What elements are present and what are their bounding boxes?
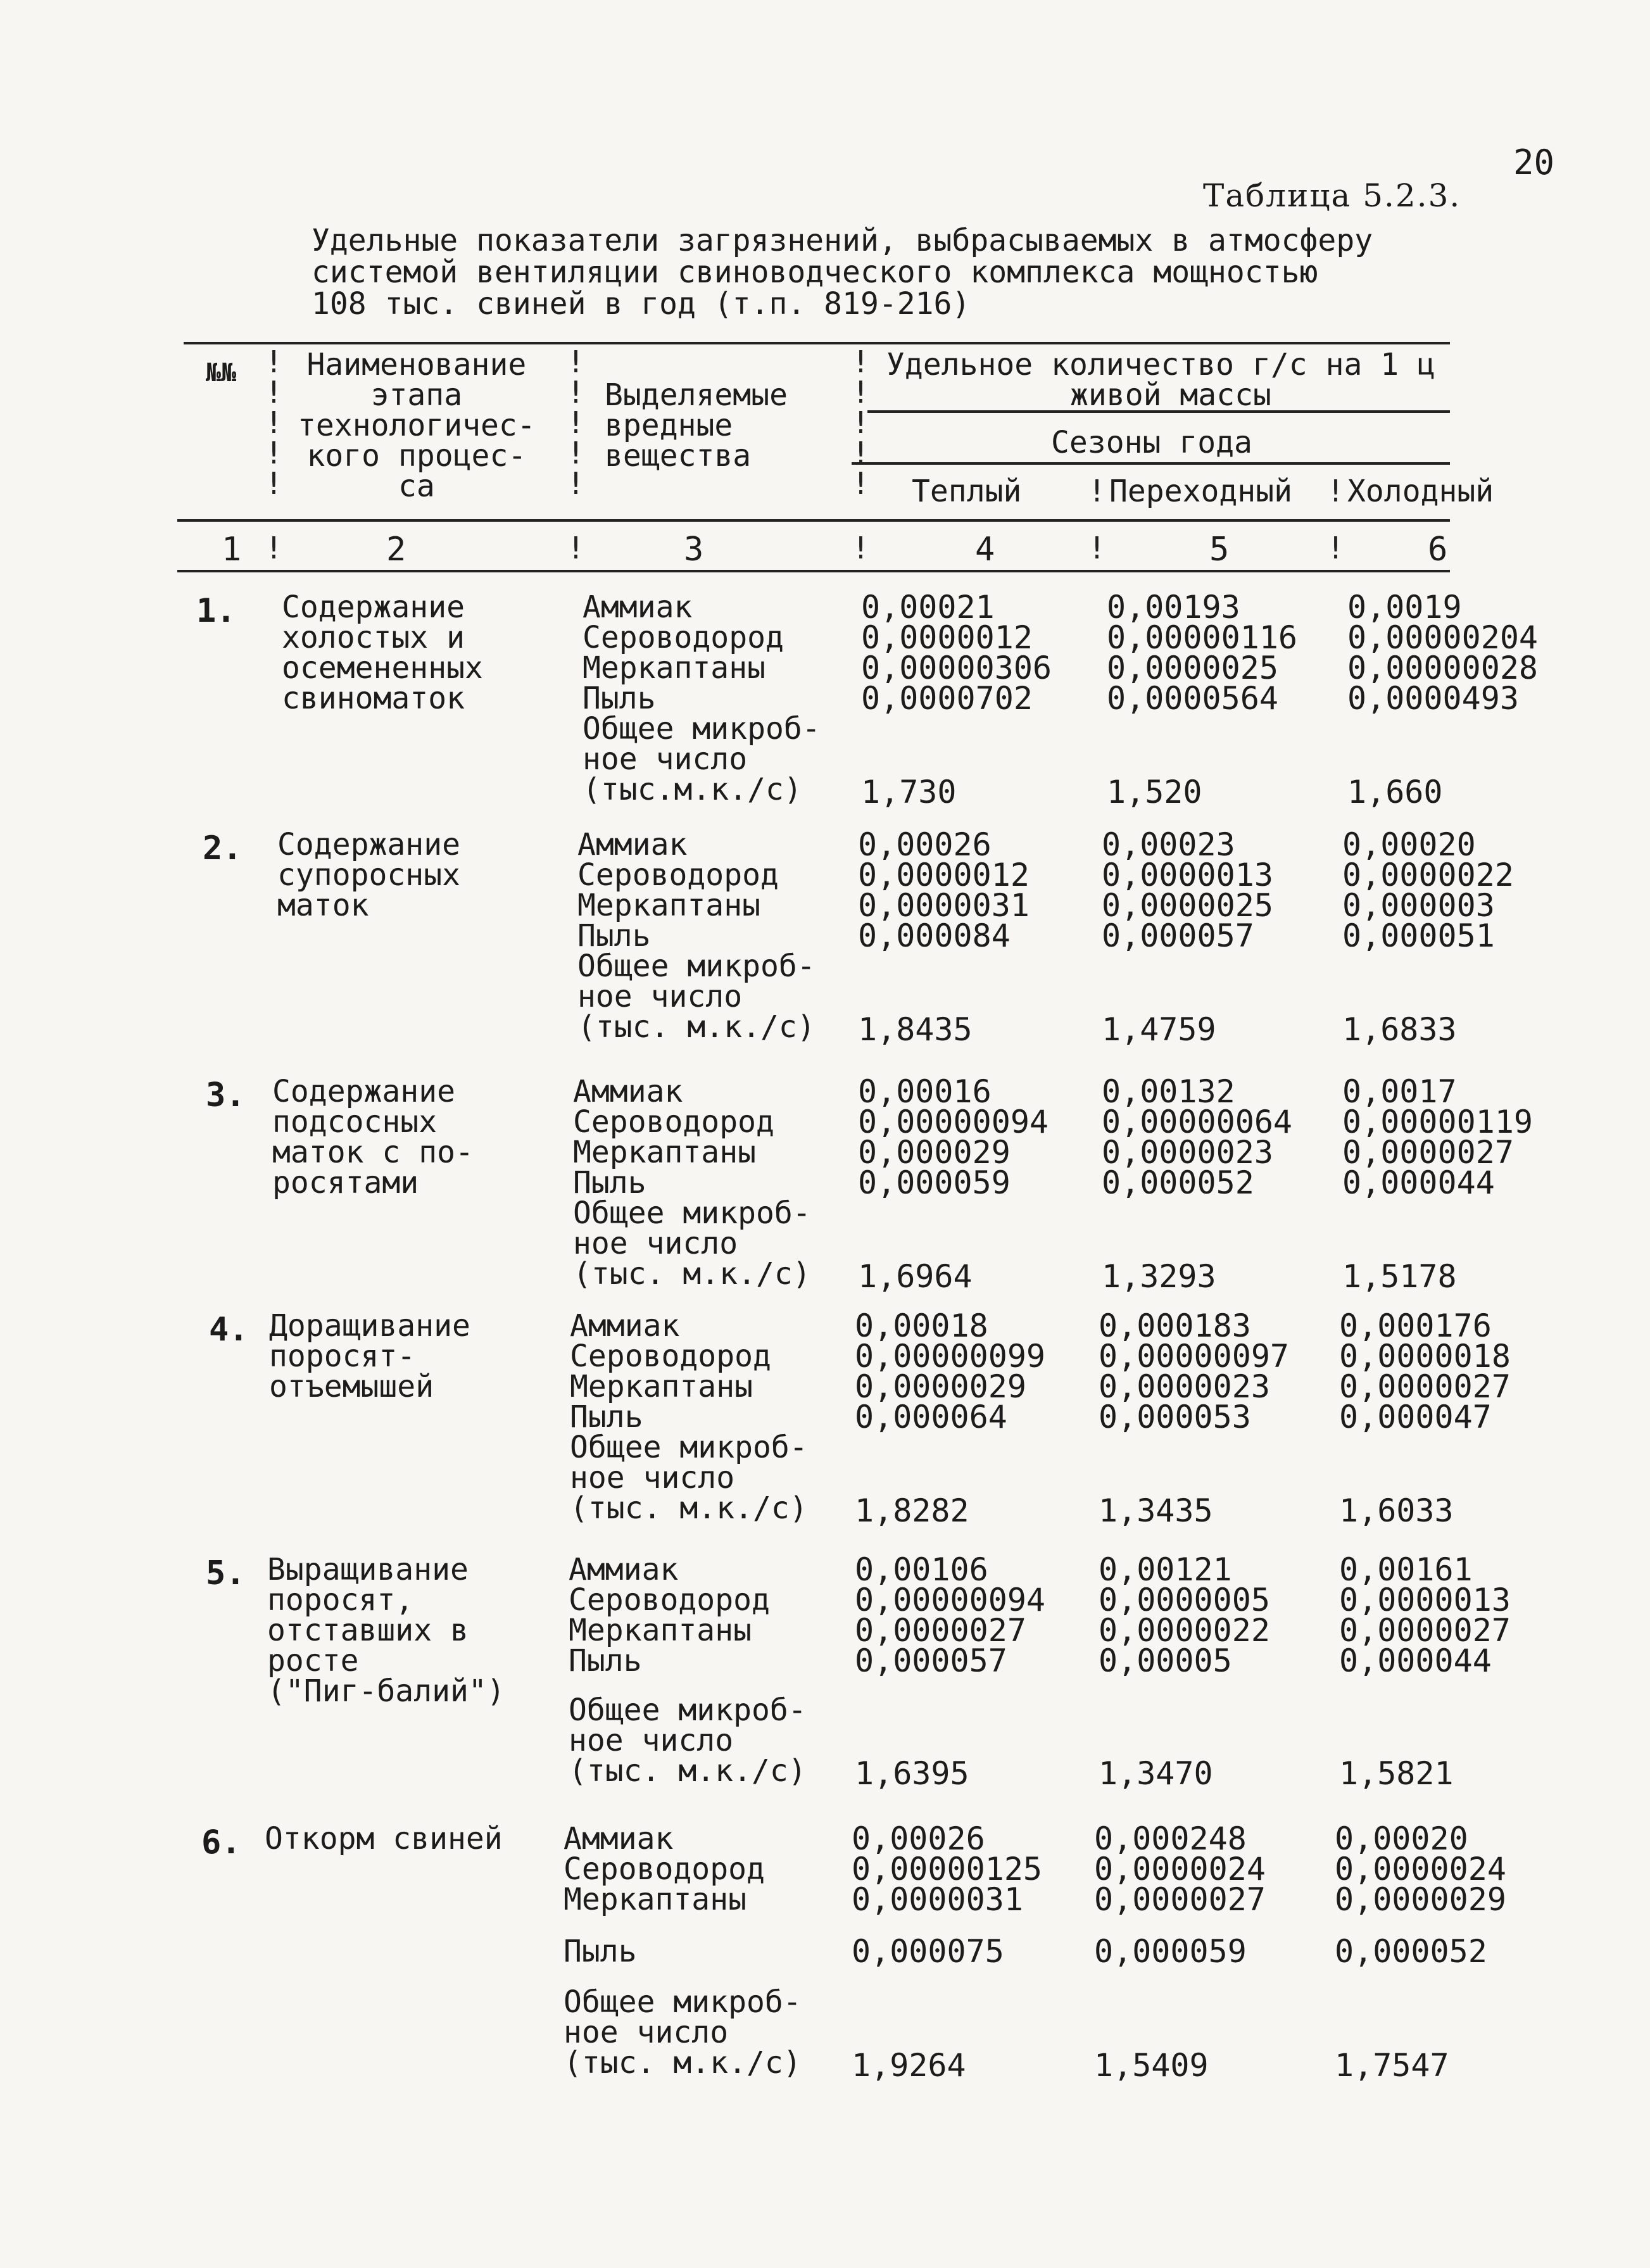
value-warm: 0,0000012 (861, 619, 1033, 656)
header-separator: ! (1326, 474, 1345, 509)
substance-name: Пыль (573, 1165, 646, 1200)
value-transitional: 0,00000064 (1102, 1104, 1293, 1140)
stage-name: Содержание супоросных маток (277, 827, 460, 923)
value-warm: 0,00000306 (861, 650, 1052, 686)
value-warm: 0,0000702 (861, 680, 1033, 717)
heading-line: Удельные показатели загрязнений, выбрасываемых в атмосферу (312, 223, 1373, 258)
header-separator: ! ! ! ! ! (265, 344, 283, 501)
value-warm: 0,00000094 (855, 1582, 1046, 1618)
substance-name: Меркаптаны (577, 888, 760, 923)
page-number: 20 (1513, 142, 1555, 182)
value-transitional: 0,000053 (1099, 1399, 1251, 1435)
row-number: 6. (201, 1824, 241, 1862)
value-transitional: 1,3470 (1099, 1755, 1213, 1792)
value-warm: 0,00000125 (852, 1851, 1043, 1887)
substance-name: Сероводород (569, 1582, 770, 1618)
value-cold: 0,00000028 (1347, 650, 1539, 686)
header-separator: ! (1088, 474, 1106, 509)
value-warm: 0,00021 (861, 589, 995, 626)
substance-name: Сероводород (577, 857, 779, 893)
value-transitional: 0,00005 (1099, 1642, 1232, 1679)
column-number-separator: ! (852, 531, 870, 566)
value-transitional: 0,000059 (1094, 1933, 1247, 1970)
value-warm: 0,0000027 (855, 1612, 1026, 1649)
value-cold: 0,0000029 (1335, 1881, 1506, 1918)
value-transitional: 1,3293 (1102, 1258, 1216, 1295)
stage-name: Содержание холостых и осемененных свиноматок (282, 589, 483, 716)
header-bottom-rule (177, 519, 1450, 522)
seasons-rule (852, 462, 1450, 465)
value-warm: 0,0000031 (852, 1881, 1023, 1918)
value-warm: 0,00016 (858, 1073, 992, 1110)
stage-name: Выращивание поросят, отставших в росте ("Пиг-балий") (267, 1552, 505, 1709)
substance-name: Сероводород (564, 1851, 765, 1887)
value-transitional: 0,0000564 (1107, 680, 1278, 717)
substance-name: Меркаптаны (583, 650, 765, 686)
substance-name: Аммиак (569, 1552, 679, 1587)
value-cold: 1,5178 (1342, 1258, 1457, 1295)
value-transitional: 0,00132 (1102, 1073, 1235, 1110)
substance-name: Аммиак (570, 1308, 680, 1344)
value-transitional: 0,00023 (1102, 826, 1235, 863)
value-cold: 0,00020 (1342, 826, 1476, 863)
value-cold: 0,000044 (1339, 1642, 1492, 1679)
value-cold: 0,0000018 (1339, 1338, 1511, 1375)
column-number-separator: ! (265, 531, 283, 566)
value-transitional: 0,0000013 (1102, 857, 1273, 893)
substance-name: Общее микроб- ное число (тыс. м.к./с) (570, 1430, 808, 1526)
value-cold: 1,7547 (1335, 2047, 1449, 2084)
substance-name: Меркаптаны (569, 1613, 752, 1648)
header-stage-name: Наименование этапа технологичес- кого процес- са (298, 347, 536, 504)
header-season-cold: Холодный (1347, 474, 1494, 509)
substance-name: Меркаптаны (570, 1369, 753, 1404)
stage-name: Откорм свиней (265, 1821, 503, 1856)
value-transitional: 1,3435 (1099, 1492, 1213, 1529)
row-number: 4. (209, 1311, 249, 1349)
value-cold: 0,000051 (1342, 917, 1495, 954)
substance-name: Пыль (577, 918, 651, 954)
value-warm: 1,6964 (858, 1258, 973, 1295)
value-transitional: 0,0000024 (1094, 1851, 1266, 1887)
value-transitional: 0,000052 (1102, 1164, 1254, 1201)
value-cold: 0,000052 (1335, 1933, 1487, 1970)
value-cold: 0,000176 (1339, 1307, 1492, 1344)
value-warm: 0,000059 (858, 1164, 1011, 1201)
value-cold: 1,6833 (1342, 1011, 1457, 1048)
value-cold: 0,00000119 (1342, 1104, 1533, 1140)
value-cold: 0,0017 (1342, 1073, 1457, 1110)
substance-name: Общее микроб- ное число (тыс.м.к./с) (583, 711, 821, 807)
value-transitional: 0,00000116 (1107, 619, 1298, 656)
value-warm: 0,00106 (855, 1551, 988, 1588)
substance-name: Пыль (564, 1934, 637, 1969)
value-transitional: 0,0000022 (1099, 1612, 1270, 1649)
value-cold: 0,0000022 (1342, 857, 1514, 893)
value-transitional: 0,000183 (1099, 1307, 1251, 1344)
table-label: Таблица 5.2.3. (1203, 177, 1461, 214)
column-number: 3 (684, 531, 704, 569)
substance-name: Сероводород (583, 620, 784, 655)
value-cold: 0,0000013 (1339, 1582, 1511, 1618)
value-transitional: 0,00121 (1099, 1551, 1232, 1588)
substance-name: Пыль (569, 1643, 642, 1679)
row-number: 1. (196, 592, 236, 630)
value-cold: 0,0000027 (1339, 1368, 1511, 1405)
header-season-transitional: Переходный (1109, 474, 1292, 509)
value-warm: 0,00018 (855, 1307, 988, 1344)
heading-line: системой вентиляции свиноводческого комплекса мощностью (312, 255, 1318, 290)
header-season-warm: Теплый (912, 474, 1022, 509)
value-warm: 0,000075 (852, 1933, 1004, 1970)
value-warm: 0,000064 (855, 1399, 1007, 1435)
heading-line: 108 тыс. свиней в год (т.п. 819-216) (312, 286, 971, 322)
value-cold: 0,0000024 (1335, 1851, 1506, 1887)
header-separator: ! ! ! ! ! (567, 344, 585, 501)
value-transitional: 0,00000097 (1099, 1338, 1290, 1375)
value-cold: 0,00020 (1335, 1820, 1468, 1857)
substance-name: Аммиак (564, 1821, 674, 1856)
substance-name: Пыль (570, 1399, 643, 1435)
stage-name: Доращивание поросят- отъемышей (269, 1308, 470, 1404)
value-cold: 0,000044 (1342, 1164, 1495, 1201)
substance-name: Сероводород (570, 1339, 771, 1374)
row-number: 2. (203, 829, 242, 867)
value-warm: 0,00026 (852, 1820, 985, 1857)
value-cold: 1,6033 (1339, 1492, 1454, 1529)
value-cold: 0,0019 (1347, 589, 1462, 626)
column-number: 1 (222, 531, 242, 569)
substance-name: Общее микроб- ное число (тыс. м.к./с) (569, 1692, 807, 1789)
column-number-separator: ! (1326, 531, 1345, 566)
header-seasons: Сезоны года (1051, 425, 1252, 460)
stage-name: Содержание подсосных маток с по- росятами (272, 1074, 474, 1200)
row-number: 5. (206, 1554, 246, 1592)
value-warm: 1,8282 (855, 1492, 969, 1529)
value-warm: 0,000029 (858, 1134, 1011, 1171)
substance-name: Аммиак (577, 827, 688, 862)
value-cold: 0,0000027 (1339, 1612, 1511, 1649)
value-warm: 0,0000012 (858, 857, 1030, 893)
value-warm: 1,9264 (852, 2047, 966, 2084)
value-transitional: 0,0000005 (1099, 1582, 1270, 1618)
value-transitional: 1,520 (1107, 774, 1202, 810)
substance-name: Аммиак (573, 1074, 683, 1109)
column-number: 2 (386, 531, 406, 569)
header-specific-amount: Удельное количество г/с на 1 ц живой массы (886, 347, 1435, 413)
value-transitional: 0,0000025 (1102, 887, 1273, 924)
value-cold: 0,000047 (1339, 1399, 1492, 1435)
substance-name: Общее микроб- ное число (тыс. м.к./с) (577, 948, 816, 1045)
value-warm: 0,00026 (858, 826, 992, 863)
value-transitional: 1,4759 (1102, 1011, 1216, 1048)
value-warm: 0,00000099 (855, 1338, 1046, 1375)
substance-name: Меркаптаны (573, 1135, 756, 1170)
value-transitional: 0,0000025 (1107, 650, 1278, 686)
header-separator: ! ! ! ! ! (852, 344, 870, 501)
value-warm: 1,6395 (855, 1755, 969, 1792)
value-warm: 0,00000094 (858, 1104, 1049, 1140)
value-cold: 1,660 (1347, 774, 1443, 810)
row-number: 3. (206, 1076, 246, 1114)
value-cold: 0,0000027 (1342, 1134, 1514, 1171)
value-transitional: 0,00193 (1107, 589, 1240, 626)
value-transitional: 0,000057 (1102, 917, 1254, 954)
value-transitional: 0,0000023 (1099, 1368, 1270, 1405)
value-cold: 0,0000493 (1347, 680, 1519, 717)
value-cold: 1,5821 (1339, 1755, 1454, 1792)
value-warm: 0,000057 (855, 1642, 1007, 1679)
substance-name: Общее микроб- ное число (тыс. м.к./с) (573, 1195, 811, 1292)
column-number: 4 (975, 531, 995, 569)
value-cold: 0,00161 (1339, 1551, 1473, 1588)
column-numbers-rule (177, 570, 1450, 572)
column-number: 6 (1428, 531, 1448, 569)
value-transitional: 1,5409 (1094, 2047, 1209, 2084)
value-transitional: 0,000248 (1094, 1820, 1247, 1857)
substance-name: Сероводород (573, 1104, 774, 1140)
substance-name: Общее микроб- ное число (тыс. м.к./с) (564, 1984, 802, 2081)
value-warm: 1,8435 (858, 1011, 973, 1048)
column-number-separator: ! (567, 531, 585, 566)
value-warm: 0,0000029 (855, 1368, 1026, 1405)
value-warm: 0,000084 (858, 917, 1011, 954)
table-top-rule (184, 342, 1450, 344)
value-warm: 0,0000031 (858, 887, 1030, 924)
value-transitional: 0,0000023 (1102, 1134, 1273, 1171)
value-warm: 1,730 (861, 774, 957, 810)
header-col-number: №№ (206, 358, 237, 387)
value-transitional: 0,0000027 (1094, 1881, 1266, 1918)
column-number: 5 (1209, 531, 1230, 569)
value-cold: 0,00000204 (1347, 619, 1539, 656)
header-substances: Выделяемые вредные вещества (605, 377, 788, 474)
table-heading (312, 225, 1515, 320)
substance-name: Аммиак (583, 589, 693, 625)
column-number-separator: ! (1088, 531, 1106, 566)
substance-name: Пыль (583, 681, 656, 716)
value-cold: 0,000003 (1342, 887, 1495, 924)
substance-name: Меркаптаны (564, 1882, 746, 1917)
